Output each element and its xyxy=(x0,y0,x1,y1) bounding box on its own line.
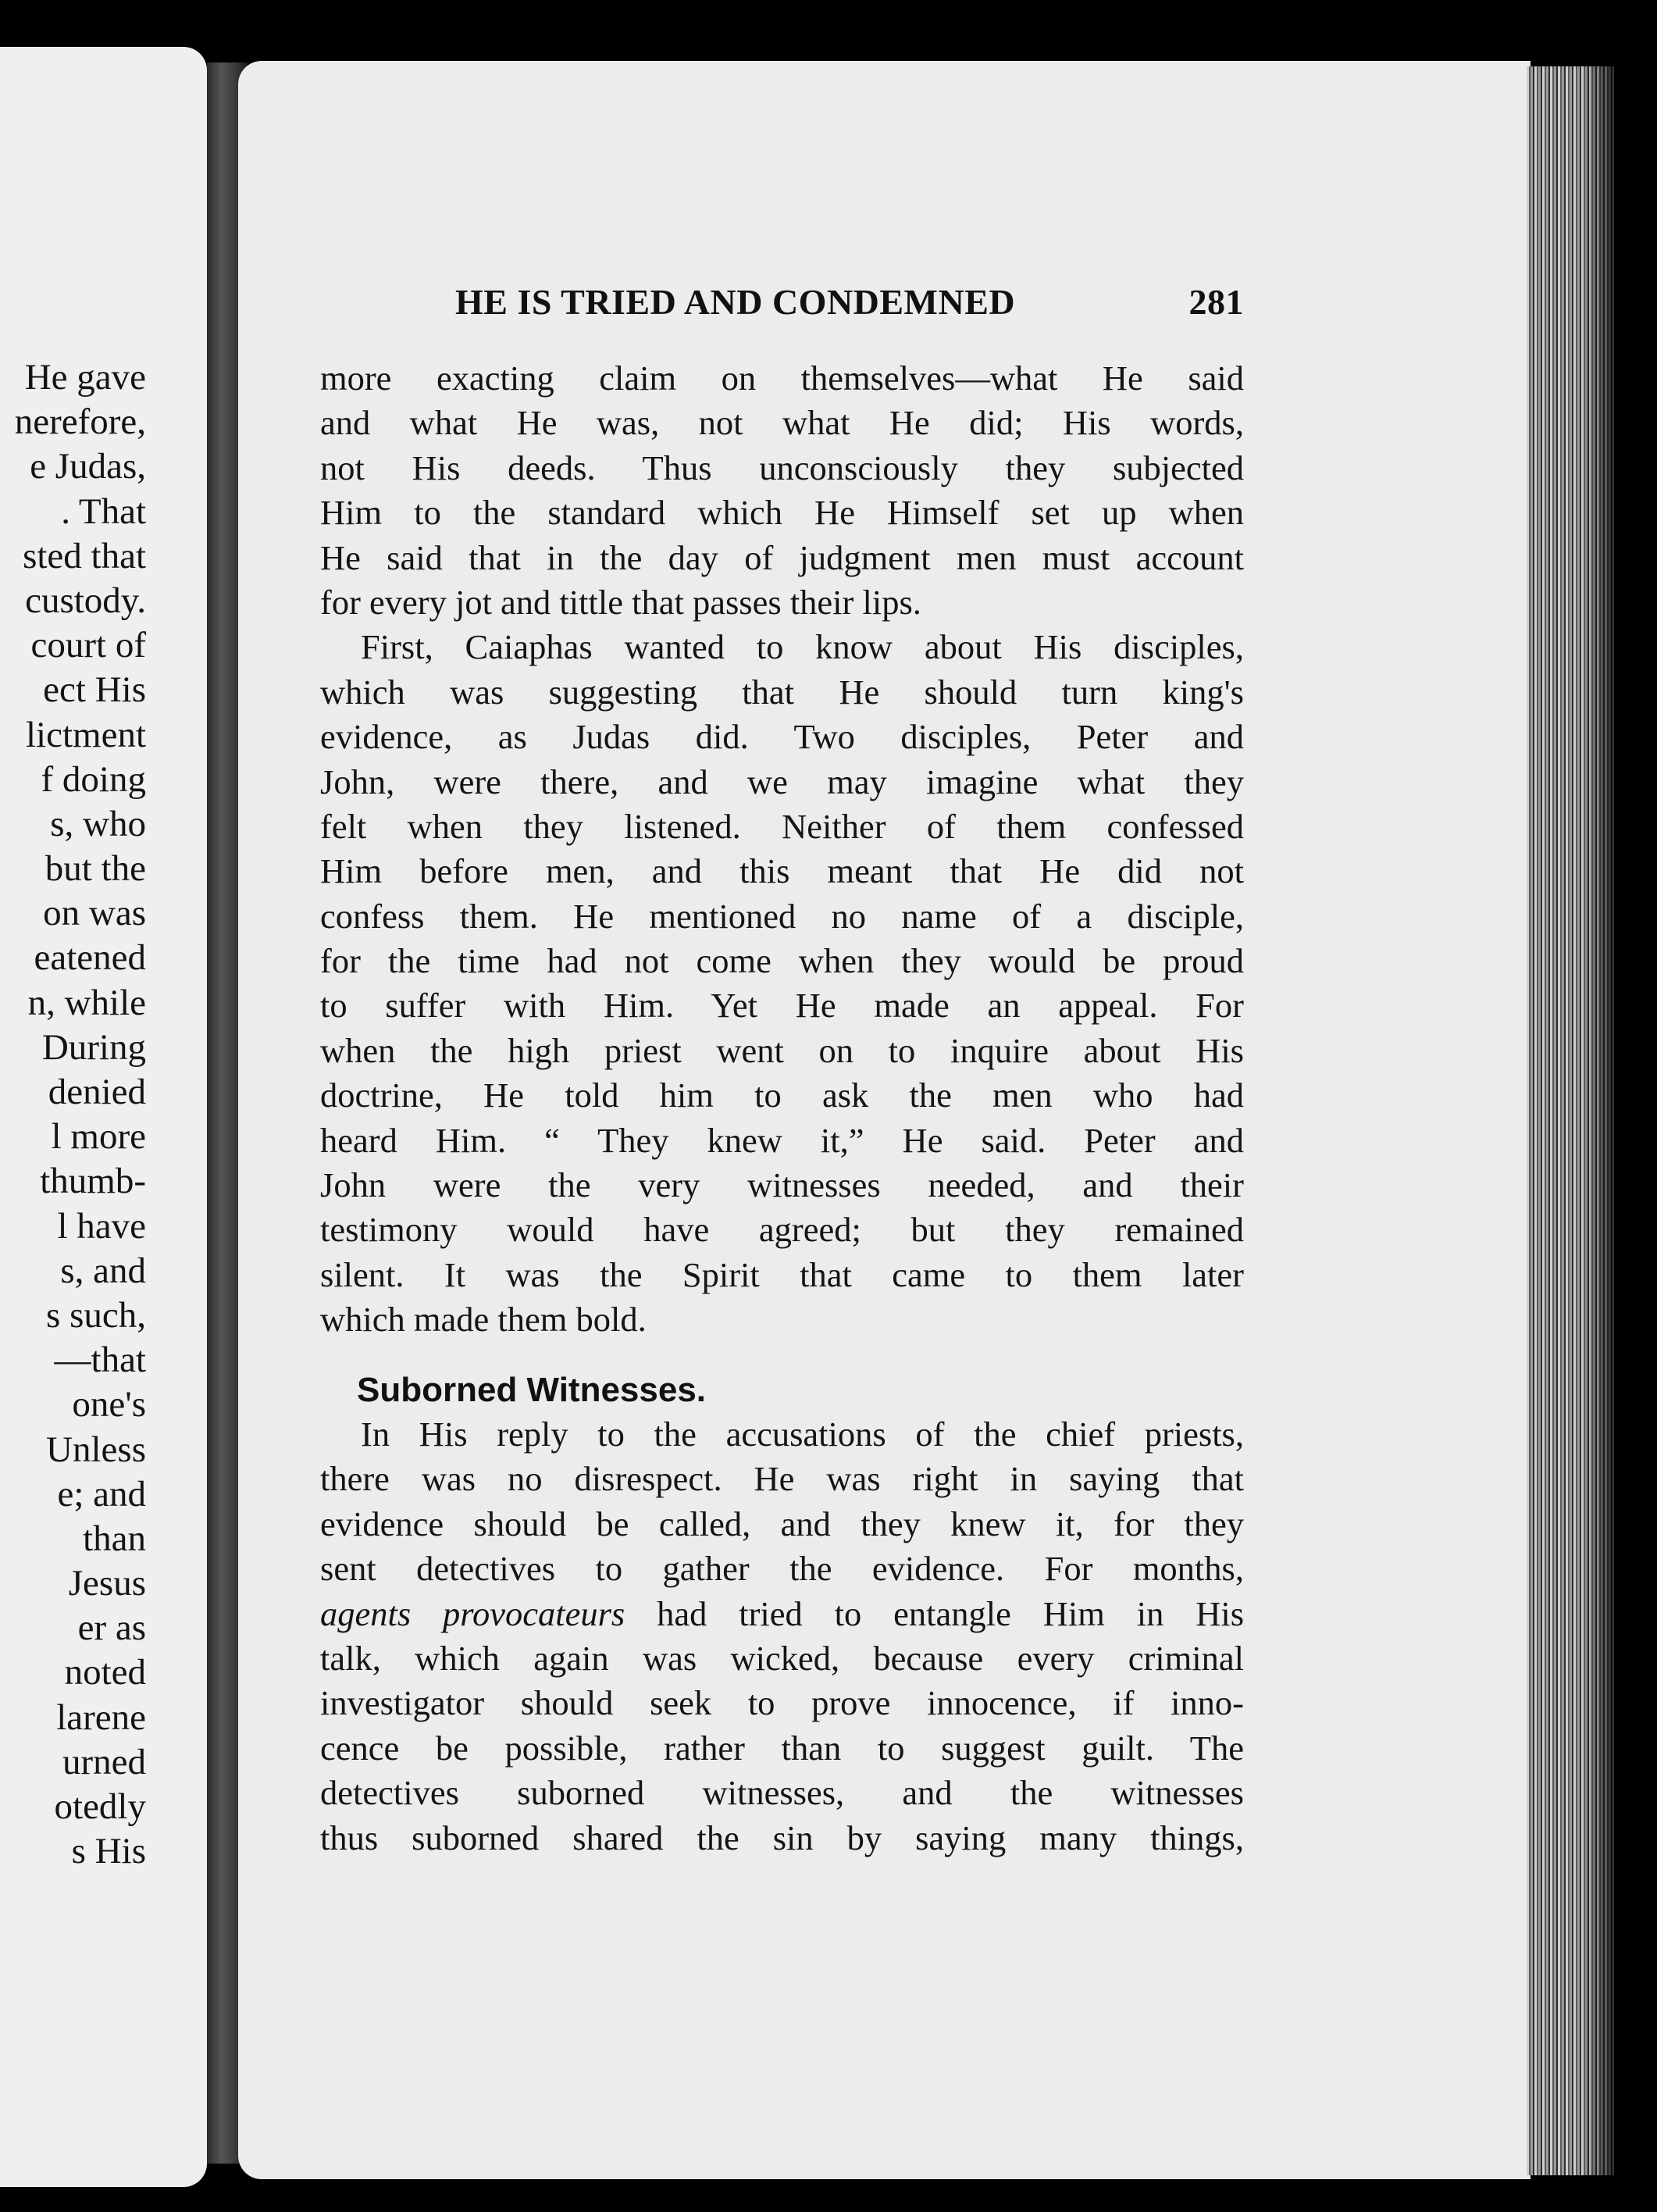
text-line: John, were there, and we may imagine what they xyxy=(320,762,1244,801)
left-line: e Judas, xyxy=(30,446,146,487)
text-line: more exacting claim on themselves—what He said xyxy=(320,359,1244,398)
left-line: custody. xyxy=(25,580,146,621)
left-line: f doing xyxy=(41,758,146,800)
section-heading: Suborned Witnesses. xyxy=(357,1370,707,1409)
left-facing-page xyxy=(0,47,207,2187)
text-line: He said that in the day of judgment men must account xyxy=(320,537,1244,577)
text-line: which was suggesting that He should turn king's xyxy=(320,672,1244,712)
left-line: e; and xyxy=(57,1473,146,1515)
text-line: evidence, as Judas did. Two disciples, Peter and xyxy=(320,717,1244,757)
left-line: er as xyxy=(77,1607,146,1649)
text-line: silent. It was the Spirit that came to them later xyxy=(320,1254,1244,1294)
page-edges xyxy=(1527,66,1614,2175)
left-line: denied xyxy=(48,1072,146,1112)
text-line: there was no disrespect. He was right in saying that xyxy=(320,1459,1244,1499)
italic-phrase: agents provocateurs xyxy=(320,1593,625,1633)
left-line: urned xyxy=(62,1741,146,1782)
text-line: felt when they listened. Neither of them confessed xyxy=(320,806,1244,846)
left-line: s such, xyxy=(46,1294,146,1336)
left-line: He gave xyxy=(24,357,146,398)
left-line: —that xyxy=(54,1340,146,1381)
text-line: cence be possible, rather than to suggest guilt. The xyxy=(320,1728,1244,1768)
left-line: eatened xyxy=(34,937,146,979)
text-line: evidence should be called, and they knew it, for they xyxy=(320,1504,1244,1543)
text-line: Him before men, and this meant that He did not xyxy=(320,851,1244,891)
left-line: thumb- xyxy=(40,1161,146,1202)
left-line: larene xyxy=(56,1696,146,1738)
left-line: During xyxy=(41,1026,146,1068)
text-line-with-italic xyxy=(320,1592,1244,1636)
paragraph-1 xyxy=(320,356,1244,625)
text-run: had tried to entangle Him in His xyxy=(625,1593,1245,1633)
text-line: John were the very witnesses needed, and their xyxy=(320,1165,1244,1205)
left-line: l have xyxy=(57,1205,146,1247)
paragraph-2 xyxy=(320,625,1244,1342)
left-line: than xyxy=(83,1518,146,1559)
text-line: confess them. He mentioned no name of a disciple, xyxy=(320,896,1244,936)
left-line: one's xyxy=(72,1384,146,1425)
text-line: not His deeds. Thus unconsciously they subjected xyxy=(320,448,1244,487)
left-line: sted that xyxy=(23,535,146,576)
text-line: doctrine, He told him to ask the men who had xyxy=(320,1076,1244,1115)
left-line: s, and xyxy=(60,1250,146,1291)
left-line: noted xyxy=(64,1652,146,1693)
left-line: ect His xyxy=(43,669,146,711)
left-line: court of xyxy=(30,625,146,666)
left-line: but the xyxy=(45,848,146,890)
text-line: when the high priest went on to inquire about His xyxy=(320,1030,1244,1070)
left-line: on was xyxy=(43,893,146,934)
left-page-text xyxy=(15,355,146,1874)
text-line: thus suborned shared the sin by saying many things, xyxy=(320,1818,1244,1857)
text-line: Him to the standard which He Himself set up when xyxy=(320,493,1244,533)
text-line: and what He was, not what He did; His words, xyxy=(320,403,1244,443)
left-line: l more xyxy=(51,1116,146,1158)
page-edges-shadow xyxy=(1583,66,1614,2175)
left-line: otedly xyxy=(54,1786,146,1827)
text-line: sent detectives to gather the evidence. For months, xyxy=(320,1549,1244,1589)
left-line: s His xyxy=(71,1831,146,1872)
text-line: detectives suborned witnesses, and the witnesses xyxy=(320,1773,1244,1813)
left-line: . That xyxy=(61,491,146,532)
text-line: to suffer with Him. Yet He made an appeal. For xyxy=(320,986,1244,1026)
running-head-title: HE IS TRIED AND CONDEMNED xyxy=(455,282,1016,322)
page-body xyxy=(320,356,1244,1861)
page-number: 281 xyxy=(1188,282,1244,322)
text-line: which made them bold. xyxy=(320,1300,647,1340)
text-line: heard Him. “ They knew it,” He said. Peter and xyxy=(320,1120,1244,1160)
text-line: for the time had not come when they would be proud xyxy=(320,941,1244,981)
paragraph-3 xyxy=(320,1412,1244,1861)
left-line: lictment xyxy=(25,714,146,755)
left-line: n, while xyxy=(27,982,146,1023)
left-line: nerefore, xyxy=(14,401,146,443)
text-line: investigator should seek to prove innocence, if inno- xyxy=(320,1683,1244,1723)
text-line: for every jot and tittle that passes their lips. xyxy=(320,582,921,622)
text-line: testimony would have agreed; but they remained xyxy=(320,1210,1244,1250)
left-line: Unless xyxy=(46,1429,146,1470)
text-line: First, Caiaphas wanted to know about His disciples, xyxy=(361,627,1244,667)
left-line: Jesus xyxy=(68,1563,146,1604)
left-line: s, who xyxy=(50,803,146,844)
text-line: In His reply to the accusations of the chief priests, xyxy=(361,1414,1244,1454)
text-line: talk, which again was wicked, because every criminal xyxy=(320,1638,1244,1678)
